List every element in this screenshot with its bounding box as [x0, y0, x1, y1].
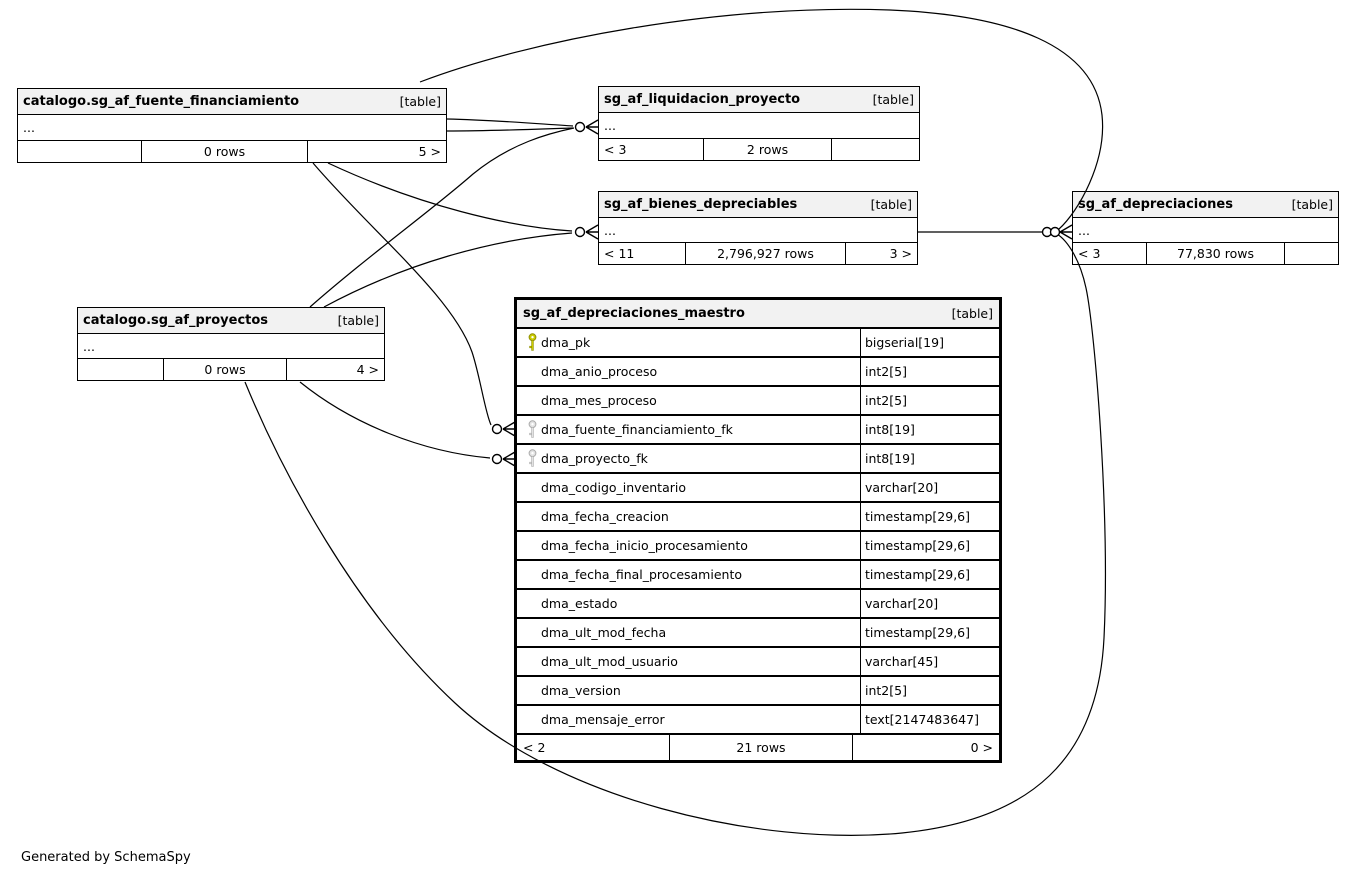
column-name: dma_ult_mod_fecha [541, 625, 667, 640]
primary-key-icon [523, 333, 541, 352]
column-row[interactable] [517, 677, 999, 706]
column-row[interactable] [517, 648, 999, 677]
column-name: dma_version [541, 683, 621, 698]
hidden-columns-ellipsis: ... [604, 118, 616, 133]
column-row[interactable] [517, 619, 999, 648]
column-row[interactable] [517, 329, 999, 358]
column-row[interactable] [517, 503, 999, 532]
hidden-columns-ellipsis: ... [1078, 222, 1090, 238]
footer-children-count: 5 > [307, 141, 446, 162]
footer-parents-count: < 11 [604, 246, 635, 261]
column-row[interactable] [517, 416, 999, 445]
column-type: timestamp[29,6] [860, 619, 999, 646]
footer-row-count: 77,830 rows [1146, 243, 1284, 264]
column-name: dma_fecha_creacion [541, 509, 669, 524]
column-row[interactable] [517, 590, 999, 619]
table-type-tag: [table] [337, 313, 379, 328]
column-row[interactable] [517, 706, 999, 735]
column-type: int8[19] [860, 416, 999, 443]
column-type: timestamp[29,6] [860, 503, 999, 530]
table-type-tag: [table] [951, 306, 993, 321]
footer-parents-count [78, 359, 163, 380]
table-header [517, 300, 999, 329]
column-name: dma_fuente_financiamiento_fk [541, 422, 733, 437]
table-header [18, 89, 446, 115]
table-footer [517, 735, 999, 760]
hidden-columns-ellipsis: ... [83, 338, 95, 354]
table-name[interactable]: sg_af_depreciaciones [1078, 197, 1233, 212]
table-type-tag: [table] [1291, 197, 1333, 212]
column-name: dma_estado [541, 596, 618, 611]
column-name: dma_proyecto_fk [541, 451, 648, 466]
table-footer [78, 358, 384, 380]
table-header [78, 308, 384, 334]
table-header [599, 87, 919, 113]
column-type: int2[5] [860, 677, 999, 704]
column-name: dma_fecha_inicio_procesamiento [541, 538, 748, 553]
table-header [599, 192, 917, 218]
column-type: text[2147483647] [860, 706, 999, 733]
table-node-fuente-financiamiento[interactable] [17, 88, 447, 163]
edge-fuente-to-liquidacion-2 [447, 128, 573, 131]
column-row[interactable] [517, 532, 999, 561]
column-name: dma_mensaje_error [541, 712, 665, 727]
table-header [1073, 192, 1338, 218]
table-type-tag: [table] [872, 92, 914, 107]
edge-fuente-to-maestro-fuente-fk [313, 163, 491, 425]
footer-parents-count: < 2 [523, 740, 546, 755]
table-name[interactable]: sg_af_bienes_depreciables [604, 197, 798, 212]
column-row[interactable] [517, 387, 999, 416]
footer-parents-count: < 3 [1078, 246, 1101, 261]
column-name: dma_codigo_inventario [541, 480, 687, 495]
footer-row-count: 21 rows [669, 735, 852, 760]
column-row[interactable] [517, 474, 999, 503]
footer-row-count: 2,796,927 rows [685, 243, 845, 264]
table-node-depreciaciones-maestro[interactable] [514, 297, 1002, 763]
table-name[interactable]: catalogo.sg_af_fuente_financiamiento [23, 94, 300, 109]
table-name[interactable]: sg_af_liquidacion_proyecto [604, 92, 801, 107]
table-name[interactable]: sg_af_depreciaciones_maestro [523, 306, 745, 321]
column-name: dma_fecha_final_procesamiento [541, 567, 742, 582]
column-name: dma_pk [541, 335, 591, 350]
many-connector-liquidacion [576, 120, 599, 134]
column-name: dma_anio_proceso [541, 364, 658, 379]
table-footer [18, 140, 446, 162]
column-type: timestamp[29,6] [860, 532, 999, 559]
many-connector-maestro-fuente-fk [493, 422, 516, 436]
column-type: varchar[20] [860, 474, 999, 501]
column-type: varchar[20] [860, 590, 999, 617]
column-type: int2[5] [860, 358, 999, 385]
foreign-key-icon [523, 420, 541, 439]
footer-children-count: 3 > [845, 243, 917, 264]
column-row[interactable] [517, 561, 999, 590]
column-type: int2[5] [860, 387, 999, 414]
column-name: dma_mes_proceso [541, 393, 657, 408]
many-connector-maestro-proyecto-fk [493, 452, 516, 466]
table-footer [599, 138, 919, 160]
footer-parents-count [18, 141, 141, 162]
generator-note: Generated by SchemaSpy [21, 850, 191, 865]
column-name: dma_ult_mod_usuario [541, 654, 678, 669]
edge-fuente-to-bienes [328, 163, 572, 231]
hidden-columns-ellipsis: ... [604, 222, 616, 238]
footer-row-count: 0 rows [163, 359, 286, 380]
table-name[interactable]: catalogo.sg_af_proyectos [83, 313, 269, 328]
table-node-liquidacion-proyecto[interactable] [598, 86, 920, 161]
footer-row-count: 2 rows [703, 139, 831, 160]
many-connector-depreciaciones [1043, 225, 1073, 239]
footer-row-count: 0 rows [141, 141, 307, 162]
column-type: timestamp[29,6] [860, 561, 999, 588]
footer-children-count: 4 > [286, 359, 384, 380]
edge-proyectos-to-bienes [324, 233, 572, 307]
table-type-tag: [table] [870, 197, 912, 212]
foreign-key-icon [523, 449, 541, 468]
table-node-bienes-depreciables[interactable] [598, 191, 918, 265]
column-type: bigserial[19] [860, 329, 999, 356]
footer-children-count [1284, 243, 1338, 264]
column-type: varchar[45] [860, 648, 999, 675]
edge-proyectos-to-maestro-proyecto-fk [300, 382, 490, 458]
footer-children-count [831, 139, 919, 160]
table-footer [1073, 242, 1338, 264]
column-row[interactable] [517, 358, 999, 387]
table-node-proyectos[interactable] [77, 307, 385, 381]
many-connector-bienes [576, 225, 599, 239]
edge-fuente-to-liquidacion-1 [447, 119, 573, 126]
table-type-tag: [table] [399, 94, 441, 109]
column-row[interactable] [517, 445, 999, 474]
footer-parents-count: < 3 [604, 142, 627, 157]
hidden-columns-ellipsis: ... [23, 120, 35, 135]
table-node-depreciaciones[interactable] [1072, 191, 1339, 265]
table-footer [599, 242, 917, 264]
footer-children-count: 0 > [852, 735, 999, 760]
column-type: int8[19] [860, 445, 999, 472]
